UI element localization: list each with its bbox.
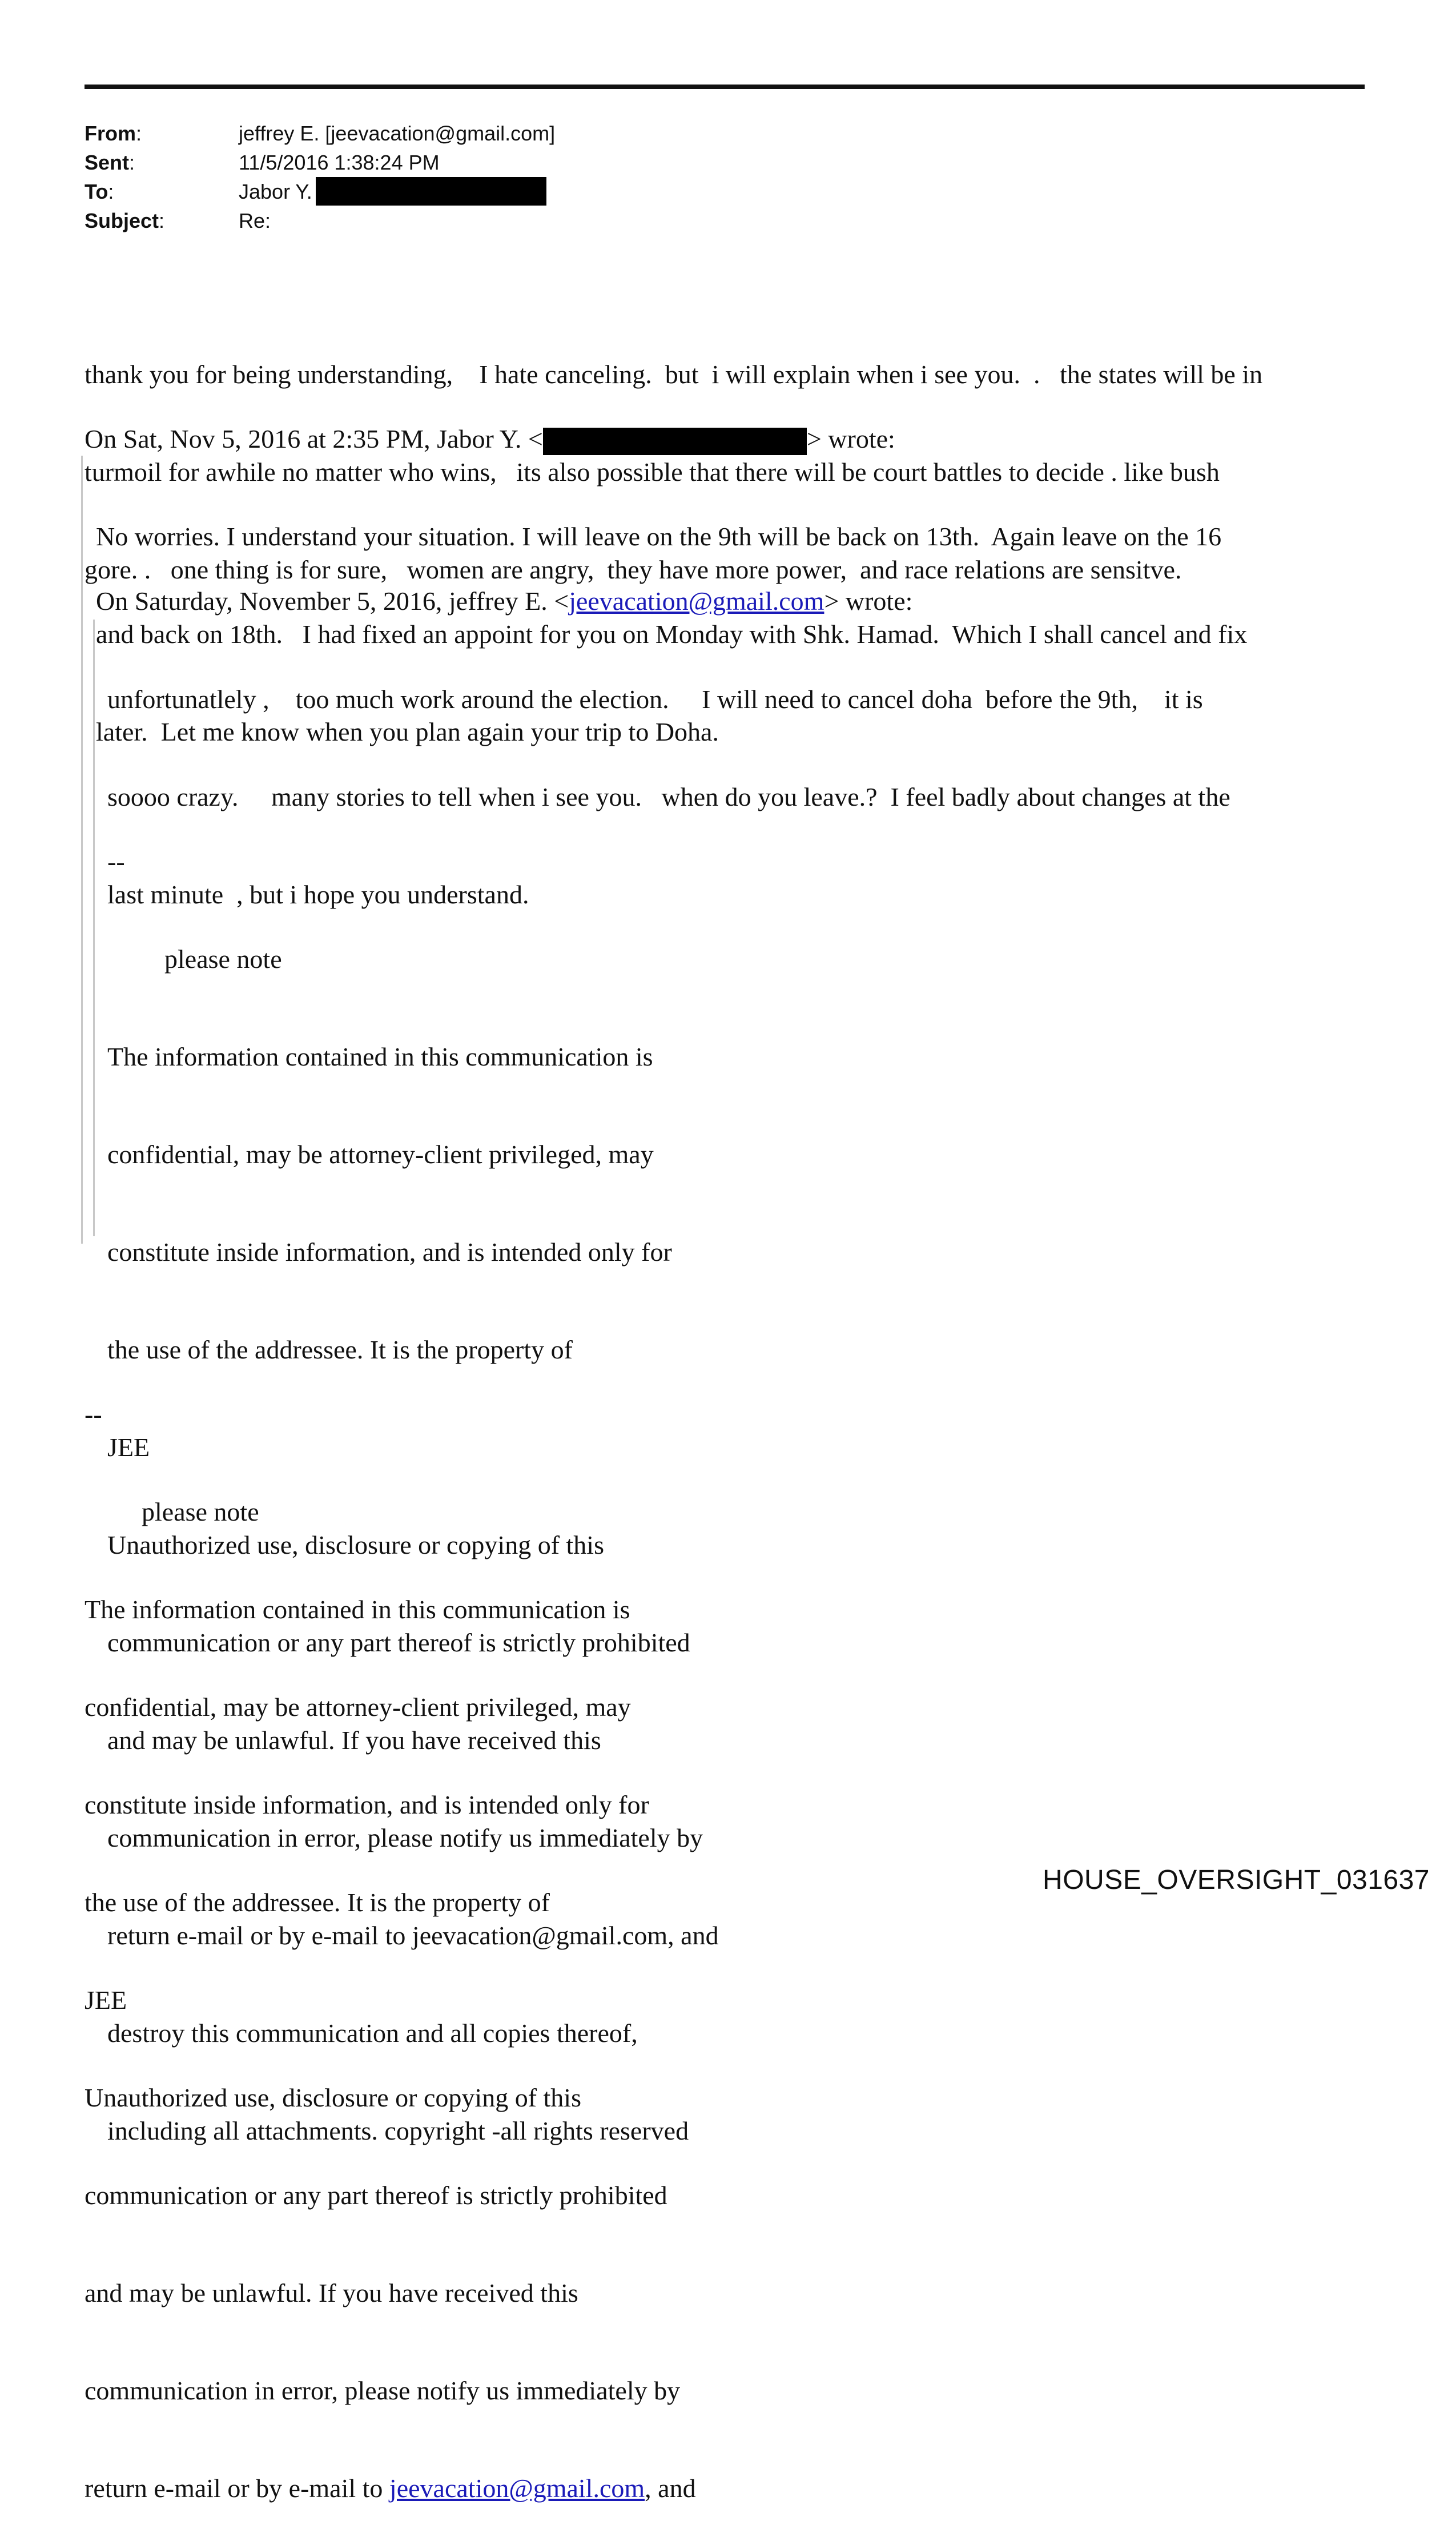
quote2-line: unfortunatlely , too much work around the election. I will need to cancel doha before the 9th, it is: [107, 685, 1203, 714]
quote2-line: last minute , but i hope you understand.: [107, 880, 529, 909]
signature-note: please note: [142, 1497, 259, 1526]
signature-line: the use of the addressee. It is the property of: [85, 1888, 550, 1917]
redaction-box: [543, 428, 807, 455]
header-rule: [85, 85, 1365, 89]
quote-bar-inner: [93, 620, 95, 1236]
sent-value: 11/5/2016 1:38:24 PM: [239, 151, 440, 174]
signature-line: Unauthorized use, disclosure or copying of this: [107, 1530, 604, 1559]
reply-line: turmoil for awhile no matter who wins, its also possible that there will be court battles to decide . like bush: [85, 457, 1220, 487]
signature-outer: [85, 1333, 696, 2537]
email-header: [85, 119, 555, 235]
header-from-row: From: jeffrey E. [jeevacation@gmail.com]: [85, 119, 555, 148]
from-label: From: [85, 122, 136, 145]
quote1-line: and back on 18th. I had fixed an appoint for you on Monday with Shk. Hamad. Which I shall cancel and fix: [96, 620, 1248, 649]
signature-line: JEE: [85, 1985, 127, 2015]
email-link[interactable]: jeevacation@gmail.com: [569, 586, 824, 616]
reply-line: thank you for being understanding, I hate canceling. but i will explain when i see you. . the states will be in: [85, 360, 1263, 389]
signature-line: including all attachments. copyright -all rights reserved: [107, 2116, 689, 2145]
redaction-box: [316, 177, 546, 206]
signature-line: the use of the addressee. It is the property of: [107, 1335, 573, 1364]
signature-line: JEE: [107, 1433, 150, 1462]
email-link[interactable]: jeevacation@gmail.com: [389, 2474, 645, 2503]
reply-line: gore. . one thing is for sure, women are angry, they have more power, and race relations are sensitve.: [85, 555, 1182, 584]
signature-line: and may be unlawful. If you have received this: [107, 1726, 601, 1755]
signature-line: confidential, may be attorney-client privileged, may: [85, 1692, 631, 1722]
signature-line-last: return e-mail or by e-mail to jeevacation@gmail.com, and: [85, 2474, 696, 2503]
signature-line: communication in error, please notify us immediately by: [107, 1823, 703, 1852]
signature-line: communication or any part thereof is strictly prohibited: [85, 2181, 667, 2210]
signature-line: constitute inside information, and is intended only for: [85, 1790, 649, 1819]
quote1-line: later. Let me know when you plan again your trip to Doha.: [96, 717, 719, 746]
subject-label: Subject: [85, 209, 159, 232]
signature-line: destroy this communication and all copies thereof,: [107, 2019, 638, 2048]
header-sent-row: Sent: 11/5/2016 1:38:24 PM: [85, 148, 555, 177]
quote1-attribution: On Sat, Nov 5, 2016 at 2:35 PM, Jabor Y. < > wrote:: [85, 423, 895, 455]
sent-label: Sent: [85, 151, 130, 174]
header-to-row: To: Jabor Y.: [85, 177, 555, 206]
quote2-attribution: On Saturday, November 5, 2016, jeffrey E. <jeevacation@gmail.com> wrote:: [96, 586, 913, 616]
signature-note: please note: [164, 944, 282, 974]
quote2-line: soooo crazy. many stories to tell when i see you. when do you leave.? I feel badly about changes at the: [107, 782, 1230, 811]
signature-line: Unauthorized use, disclosure or copying of this: [85, 2083, 581, 2112]
header-subject-row: Subject: Re:: [85, 206, 555, 235]
signature-dashes: --: [85, 1400, 102, 1429]
signature-line: communication or any part thereof is strictly prohibited: [107, 1628, 690, 1657]
from-value: jeffrey E. [jeevacation@gmail.com]: [239, 122, 556, 145]
bates-number: HOUSE_OVERSIGHT_031637: [1043, 1865, 1430, 1895]
signature-line: constitute inside information, and is intended only for: [107, 1237, 672, 1267]
signature-line: communication in error, please notify us immediately by: [85, 2376, 681, 2405]
signature-line: The information contained in this communication is: [85, 1595, 630, 1624]
to-value: Jabor Y.: [239, 180, 312, 203]
quote-bar-outer: [81, 456, 83, 1244]
subject-value: Re:: [239, 209, 271, 232]
signature-dashes: --: [107, 847, 125, 876]
to-label: To: [85, 180, 108, 203]
quote1-line: No worries. I understand your situation. I will leave on the 9th will be back on 13th. Again leave on the 16: [96, 522, 1222, 551]
signature-line: confidential, may be attorney-client privileged, may: [107, 1140, 654, 1169]
signature-line: The information contained in this communication is: [107, 1042, 653, 1071]
signature-line: return e-mail or by e-mail to jeevacation@gmail.com, and: [107, 1921, 719, 1950]
signature-line: and may be unlawful. If you have received this: [85, 2278, 578, 2307]
